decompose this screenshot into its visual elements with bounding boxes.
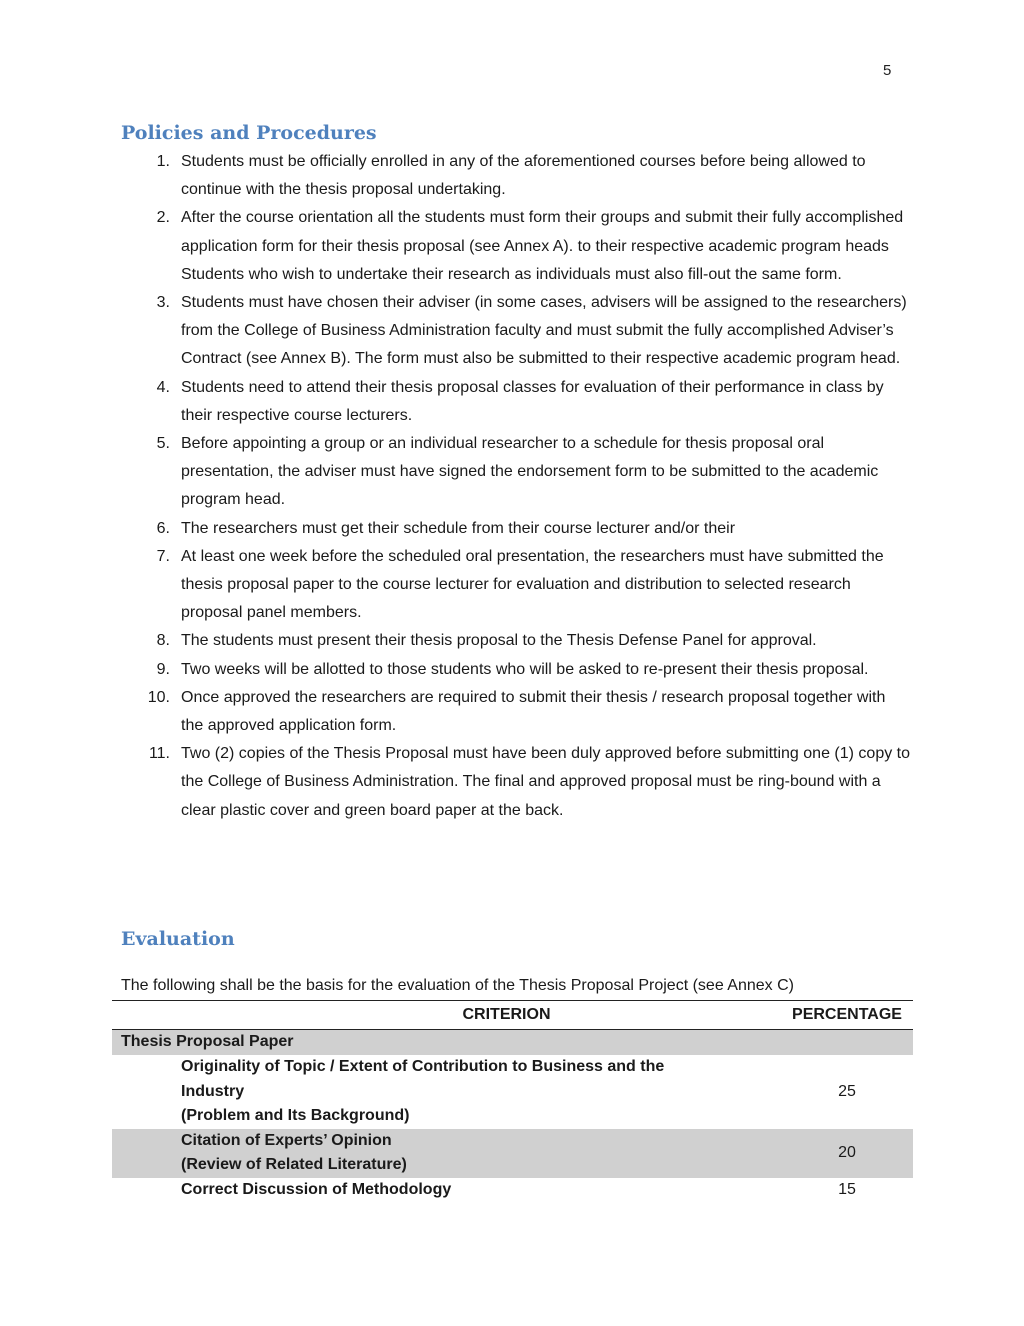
section-title: Thesis Proposal Paper xyxy=(112,1030,781,1056)
policy-number: 8. xyxy=(156,632,170,650)
criterion-line: (Problem and Its Background) xyxy=(181,1107,410,1124)
policy-item xyxy=(121,627,911,655)
evaluation-intro: The following shall be the basis for the evaluation of the Thesis Proposal Project (see Annex C) xyxy=(121,977,794,994)
policy-item xyxy=(121,515,911,543)
criterion-line: Originality of Topic / Extent of Contribution to Business and the xyxy=(181,1058,665,1075)
criterion-line: Correct Discussion of Methodology xyxy=(181,1180,452,1198)
policy-item xyxy=(121,289,911,374)
policy-item xyxy=(121,374,911,430)
policy-text: Students must be officially enrolled in any of the aforementioned courses before being allowed to continue with the thesis proposal undertaking. xyxy=(181,153,866,199)
policy-number: 5. xyxy=(156,435,170,453)
policy-number: 7. xyxy=(156,547,170,565)
policy-number: 6. xyxy=(156,519,170,537)
policy-text: Two (2) copies of the Thesis Proposal must have been duly approved before submitting one (1) copy to the College of Business Administration. The final and approved proposal must be ring-bound with a clear plastic cover and green board paper at the back. xyxy=(181,745,910,819)
percentage-cell: 25 xyxy=(838,1082,856,1100)
policy-number: 11. xyxy=(148,745,170,763)
table-row xyxy=(112,1055,913,1129)
criterion-cell xyxy=(112,1178,781,1203)
policy-item xyxy=(121,148,911,204)
policy-text: Students need to attend their thesis proposal classes for evaluation of their performance in class by their respective course lecturers. xyxy=(181,378,884,424)
table-row xyxy=(112,1178,913,1203)
policy-text: After the course orientation all the students must form their groups and submit their fully accomplished application form for their thesis proposal (see Annex A). to their respective academic program heads Students who wish to undertake their research as individuals must also fill-out the same form. xyxy=(181,209,904,283)
policy-item xyxy=(121,656,911,684)
table-row xyxy=(112,1129,913,1178)
policy-number: 10. xyxy=(147,688,170,706)
percentage-cell: 15 xyxy=(838,1180,856,1198)
percentage-header: PERCENTAGE xyxy=(781,1001,913,1030)
policy-item xyxy=(121,543,911,628)
policy-item xyxy=(121,684,911,740)
policy-number: 4. xyxy=(156,378,170,396)
policy-text: The students must present their thesis proposal to the Thesis Defense Panel for approval. xyxy=(181,632,817,650)
percentage-cell: 20 xyxy=(781,1129,913,1178)
policies-list xyxy=(121,148,911,825)
criterion-header: CRITERION xyxy=(112,1001,781,1030)
policy-number: 9. xyxy=(156,660,170,678)
table-section-row xyxy=(112,1030,913,1056)
policy-item xyxy=(121,204,911,289)
policy-number: 2. xyxy=(156,209,170,227)
policy-text: At least one week before the scheduled oral presentation, the researchers must have submitted the thesis proposal paper to the course lecturer for evaluation and distribution to selected research proposal panel members. xyxy=(181,547,884,622)
policies-heading: Policies and Procedures xyxy=(121,122,377,144)
policy-text: Once approved the researchers are required to submit their thesis / research proposal together with the approved application form. xyxy=(181,688,886,735)
criterion-cell xyxy=(112,1055,781,1129)
evaluation-heading: Evaluation xyxy=(121,928,235,950)
criterion-line: (Review of Related Literature) xyxy=(181,1156,407,1173)
page-number: 5 xyxy=(883,62,892,79)
criterion-line: Industry xyxy=(181,1082,245,1100)
policy-text: Before appointing a group or an individual researcher to a schedule for thesis proposal oral presentation, the adviser must have signed the endorsement form to be submitted to the academic program head. xyxy=(181,435,879,509)
criterion-line: Citation of Experts’ Opinion xyxy=(181,1131,392,1149)
policy-item xyxy=(121,430,911,515)
section-percentage-cell xyxy=(781,1030,913,1056)
policy-number: 3. xyxy=(156,294,170,312)
policy-text: Two weeks will be allotted to those students who will be asked to re-present their thesis proposal. xyxy=(181,660,869,678)
policy-number: 1. xyxy=(156,153,170,170)
table-header-row xyxy=(112,1001,913,1030)
evaluation-table xyxy=(112,1000,913,1202)
policy-text: The researchers must get their schedule from their course lecturer and/or their xyxy=(181,519,736,537)
criterion-cell xyxy=(112,1129,781,1178)
policy-item xyxy=(121,740,911,825)
policy-text: Students must have chosen their adviser (in some cases, advisers will be assigned to the researchers) from the College of Business Administration faculty and must submit the fully accomplished Adviser’s Contract (see Annex B). The form must also be submitted to their respective academic program head. xyxy=(181,294,907,368)
